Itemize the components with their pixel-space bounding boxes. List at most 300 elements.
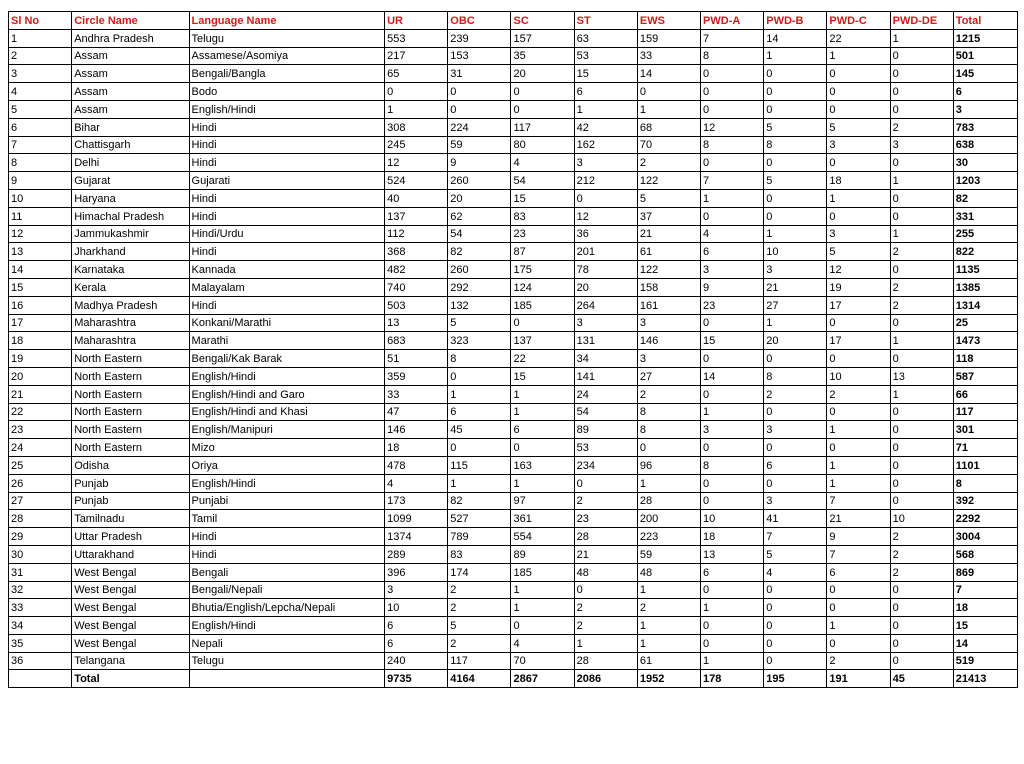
cell-pwd-b: 0 (764, 100, 827, 118)
cell-ur: 553 (385, 29, 448, 47)
cell-pwd-de: 0 (890, 189, 953, 207)
cell-total: 783 (953, 118, 1017, 136)
cell-pwd-de: 0 (890, 154, 953, 172)
cell-pwd-c: 0 (827, 207, 890, 225)
cell-ews: 5 (637, 189, 700, 207)
cell-pwd-b: 0 (764, 350, 827, 368)
cell-pwd-b: 0 (764, 83, 827, 101)
cell-language-name: Gujarati (189, 172, 385, 190)
cell-pwd-b: 0 (764, 652, 827, 670)
table-row (9, 528, 1018, 546)
cell-language-name: Assamese/Asomiya (189, 47, 385, 65)
cell-total: 1101 (953, 456, 1017, 474)
cell-sl-no: 24 (9, 439, 72, 457)
cell-obc: 260 (448, 261, 511, 279)
cell-sl-no: 29 (9, 528, 72, 546)
table-row (9, 154, 1018, 172)
cell-pwd-a: 0 (701, 385, 764, 403)
cell-st: 54 (574, 403, 637, 421)
cell-st: 89 (574, 421, 637, 439)
cell-obc: 82 (448, 243, 511, 261)
cell-circle-name: Kerala (72, 278, 189, 296)
cell-obc: 31 (448, 65, 511, 83)
cell-pwd-c: 1 (827, 47, 890, 65)
cell-sl-no: 20 (9, 367, 72, 385)
table-row (9, 421, 1018, 439)
cell-obc: 8 (448, 350, 511, 368)
cell-language-name: Kannada (189, 261, 385, 279)
cell-obc: 9 (448, 154, 511, 172)
cell-pwd-c: 22 (827, 29, 890, 47)
cell-total: 519 (953, 652, 1017, 670)
cell-sl-no: 10 (9, 189, 72, 207)
cell-pwd-c: 0 (827, 599, 890, 617)
cell-pwd-b: 0 (764, 617, 827, 635)
table-row (9, 261, 1018, 279)
cell-circle-name: Maharashtra (72, 332, 189, 350)
cell-pwd-a: 14 (701, 367, 764, 385)
cell-ews: 1 (637, 617, 700, 635)
cell-total: 1314 (953, 296, 1017, 314)
total-cell-st: 2086 (574, 670, 637, 688)
cell-ur: 1374 (385, 528, 448, 546)
cell-obc: 0 (448, 100, 511, 118)
cell-pwd-c: 0 (827, 65, 890, 83)
cell-ews: 3 (637, 314, 700, 332)
cell-language-name: Bengali/Bangla (189, 65, 385, 83)
cell-total: 1385 (953, 278, 1017, 296)
cell-pwd-de: 2 (890, 243, 953, 261)
cell-pwd-a: 0 (701, 350, 764, 368)
cell-ews: 70 (637, 136, 700, 154)
cell-sl-no: 25 (9, 456, 72, 474)
cell-pwd-b: 1 (764, 314, 827, 332)
cell-sc: 89 (511, 545, 574, 563)
cell-pwd-de: 0 (890, 492, 953, 510)
cell-circle-name: Gujarat (72, 172, 189, 190)
cell-sl-no: 13 (9, 243, 72, 261)
cell-pwd-de: 1 (890, 385, 953, 403)
cell-st: 264 (574, 296, 637, 314)
cell-circle-name: West Bengal (72, 634, 189, 652)
cell-pwd-b: 41 (764, 510, 827, 528)
cell-ur: 217 (385, 47, 448, 65)
cell-sc: 6 (511, 421, 574, 439)
cell-ews: 14 (637, 65, 700, 83)
cell-total: 6 (953, 83, 1017, 101)
cell-sc: 1 (511, 403, 574, 421)
cell-circle-name: Himachal Pradesh (72, 207, 189, 225)
cell-st: 48 (574, 563, 637, 581)
cell-pwd-c: 0 (827, 100, 890, 118)
cell-pwd-b: 0 (764, 599, 827, 617)
cell-obc: 260 (448, 172, 511, 190)
vacancy-table (8, 11, 1018, 688)
cell-sc: 97 (511, 492, 574, 510)
cell-pwd-b: 27 (764, 296, 827, 314)
cell-pwd-a: 15 (701, 332, 764, 350)
total-cell-sl-no (9, 670, 72, 688)
cell-st: 1 (574, 634, 637, 652)
cell-ews: 28 (637, 492, 700, 510)
cell-sl-no: 6 (9, 118, 72, 136)
cell-pwd-b: 3 (764, 492, 827, 510)
column-header-total: Total (953, 12, 1017, 30)
cell-st: 15 (574, 65, 637, 83)
cell-pwd-c: 17 (827, 296, 890, 314)
cell-sl-no: 35 (9, 634, 72, 652)
cell-ur: 146 (385, 421, 448, 439)
cell-sc: 1 (511, 385, 574, 403)
cell-obc: 239 (448, 29, 511, 47)
cell-language-name: Hindi (189, 207, 385, 225)
cell-circle-name: North Eastern (72, 421, 189, 439)
cell-circle-name: West Bengal (72, 563, 189, 581)
cell-circle-name: North Eastern (72, 385, 189, 403)
cell-pwd-de: 13 (890, 367, 953, 385)
cell-pwd-de: 0 (890, 261, 953, 279)
cell-pwd-b: 0 (764, 189, 827, 207)
cell-sc: 54 (511, 172, 574, 190)
cell-language-name: Telugu (189, 652, 385, 670)
table-row (9, 278, 1018, 296)
cell-pwd-a: 1 (701, 189, 764, 207)
cell-pwd-c: 0 (827, 350, 890, 368)
cell-st: 28 (574, 528, 637, 546)
table-row (9, 474, 1018, 492)
cell-total: 822 (953, 243, 1017, 261)
cell-ews: 8 (637, 421, 700, 439)
cell-ur: 289 (385, 545, 448, 563)
column-header-ews: EWS (637, 12, 700, 30)
cell-ur: 137 (385, 207, 448, 225)
cell-sc: 22 (511, 350, 574, 368)
cell-sc: 124 (511, 278, 574, 296)
cell-st: 0 (574, 189, 637, 207)
cell-language-name: Nepali (189, 634, 385, 652)
cell-ur: 12 (385, 154, 448, 172)
cell-pwd-b: 1 (764, 47, 827, 65)
cell-ur: 18 (385, 439, 448, 457)
cell-st: 28 (574, 652, 637, 670)
cell-sl-no: 18 (9, 332, 72, 350)
column-header-pwd-de: PWD-DE (890, 12, 953, 30)
cell-st: 78 (574, 261, 637, 279)
cell-sc: 137 (511, 332, 574, 350)
cell-total: 25 (953, 314, 1017, 332)
table-row (9, 581, 1018, 599)
cell-pwd-c: 2 (827, 652, 890, 670)
cell-total: 331 (953, 207, 1017, 225)
cell-sc: 83 (511, 207, 574, 225)
cell-ur: 40 (385, 189, 448, 207)
cell-ews: 27 (637, 367, 700, 385)
cell-pwd-a: 3 (701, 261, 764, 279)
table-row (9, 47, 1018, 65)
cell-obc: 789 (448, 528, 511, 546)
cell-st: 23 (574, 510, 637, 528)
cell-sc: 117 (511, 118, 574, 136)
cell-ews: 0 (637, 83, 700, 101)
total-cell-pwd-b: 195 (764, 670, 827, 688)
cell-total: 392 (953, 492, 1017, 510)
cell-pwd-de: 0 (890, 100, 953, 118)
cell-circle-name: Punjab (72, 492, 189, 510)
cell-pwd-a: 7 (701, 29, 764, 47)
cell-circle-name: Tamilnadu (72, 510, 189, 528)
cell-obc: 132 (448, 296, 511, 314)
cell-circle-name: Maharashtra (72, 314, 189, 332)
cell-pwd-a: 0 (701, 65, 764, 83)
table-row (9, 652, 1018, 670)
cell-circle-name: North Eastern (72, 367, 189, 385)
cell-ur: 683 (385, 332, 448, 350)
column-header-pwd-a: PWD-A (701, 12, 764, 30)
total-cell-sc: 2867 (511, 670, 574, 688)
cell-circle-name: Madhya Pradesh (72, 296, 189, 314)
table-row (9, 29, 1018, 47)
cell-sc: 0 (511, 314, 574, 332)
cell-pwd-a: 0 (701, 617, 764, 635)
cell-obc: 0 (448, 439, 511, 457)
cell-pwd-a: 0 (701, 492, 764, 510)
cell-language-name: Bengali/Kak Barak (189, 350, 385, 368)
cell-ur: 6 (385, 634, 448, 652)
cell-circle-name: Assam (72, 65, 189, 83)
cell-obc: 45 (448, 421, 511, 439)
cell-pwd-de: 1 (890, 332, 953, 350)
cell-pwd-c: 21 (827, 510, 890, 528)
cell-pwd-b: 0 (764, 439, 827, 457)
cell-sc: 1 (511, 474, 574, 492)
total-cell-ews: 1952 (637, 670, 700, 688)
cell-st: 24 (574, 385, 637, 403)
cell-total: 3 (953, 100, 1017, 118)
cell-obc: 6 (448, 403, 511, 421)
cell-ews: 1 (637, 474, 700, 492)
cell-ur: 359 (385, 367, 448, 385)
cell-pwd-a: 0 (701, 207, 764, 225)
cell-pwd-de: 0 (890, 456, 953, 474)
cell-circle-name: Uttar Pradesh (72, 528, 189, 546)
cell-ur: 740 (385, 278, 448, 296)
cell-st: 3 (574, 154, 637, 172)
cell-sl-no: 27 (9, 492, 72, 510)
cell-pwd-c: 17 (827, 332, 890, 350)
table-row (9, 83, 1018, 101)
cell-obc: 115 (448, 456, 511, 474)
cell-obc: 323 (448, 332, 511, 350)
table-body (9, 29, 1018, 687)
cell-pwd-a: 6 (701, 563, 764, 581)
cell-pwd-c: 19 (827, 278, 890, 296)
cell-obc: 83 (448, 545, 511, 563)
cell-ur: 112 (385, 225, 448, 243)
cell-pwd-c: 7 (827, 545, 890, 563)
cell-ews: 122 (637, 261, 700, 279)
cell-ews: 122 (637, 172, 700, 190)
cell-ur: 173 (385, 492, 448, 510)
cell-st: 141 (574, 367, 637, 385)
cell-pwd-de: 0 (890, 634, 953, 652)
cell-circle-name: Odisha (72, 456, 189, 474)
cell-pwd-de: 0 (890, 403, 953, 421)
cell-pwd-de: 1 (890, 225, 953, 243)
cell-st: 1 (574, 100, 637, 118)
cell-language-name: Hindi (189, 545, 385, 563)
cell-st: 63 (574, 29, 637, 47)
cell-obc: 62 (448, 207, 511, 225)
cell-circle-name: Karnataka (72, 261, 189, 279)
column-header-ur: UR (385, 12, 448, 30)
cell-circle-name: North Eastern (72, 350, 189, 368)
cell-ews: 146 (637, 332, 700, 350)
cell-pwd-b: 20 (764, 332, 827, 350)
cell-circle-name: Assam (72, 83, 189, 101)
cell-sc: 35 (511, 47, 574, 65)
cell-ews: 1 (637, 100, 700, 118)
vacancy-table-container (8, 11, 1018, 688)
cell-circle-name: North Eastern (72, 439, 189, 457)
cell-sl-no: 1 (9, 29, 72, 47)
cell-pwd-c: 18 (827, 172, 890, 190)
cell-ur: 3 (385, 581, 448, 599)
cell-obc: 2 (448, 599, 511, 617)
cell-ur: 6 (385, 617, 448, 635)
cell-st: 212 (574, 172, 637, 190)
cell-sc: 80 (511, 136, 574, 154)
cell-pwd-b: 0 (764, 581, 827, 599)
cell-ews: 33 (637, 47, 700, 65)
cell-language-name: Hindi/Urdu (189, 225, 385, 243)
cell-sl-no: 26 (9, 474, 72, 492)
cell-sc: 554 (511, 528, 574, 546)
cell-sl-no: 31 (9, 563, 72, 581)
cell-pwd-b: 5 (764, 118, 827, 136)
table-row (9, 563, 1018, 581)
cell-sl-no: 23 (9, 421, 72, 439)
cell-total: 638 (953, 136, 1017, 154)
cell-sl-no: 28 (9, 510, 72, 528)
cell-circle-name: West Bengal (72, 599, 189, 617)
table-row (9, 296, 1018, 314)
cell-sl-no: 34 (9, 617, 72, 635)
cell-sc: 163 (511, 456, 574, 474)
cell-ur: 524 (385, 172, 448, 190)
table-row (9, 65, 1018, 83)
cell-pwd-de: 0 (890, 474, 953, 492)
cell-ews: 0 (637, 439, 700, 457)
cell-sc: 0 (511, 83, 574, 101)
cell-pwd-c: 2 (827, 385, 890, 403)
cell-ews: 161 (637, 296, 700, 314)
cell-sc: 4 (511, 154, 574, 172)
cell-ews: 61 (637, 652, 700, 670)
cell-pwd-b: 0 (764, 207, 827, 225)
cell-sl-no: 17 (9, 314, 72, 332)
cell-sl-no: 30 (9, 545, 72, 563)
cell-st: 131 (574, 332, 637, 350)
table-row (9, 403, 1018, 421)
cell-ur: 10 (385, 599, 448, 617)
cell-language-name: Oriya (189, 456, 385, 474)
table-row (9, 617, 1018, 635)
table-row (9, 100, 1018, 118)
cell-sl-no: 21 (9, 385, 72, 403)
cell-ur: 47 (385, 403, 448, 421)
cell-pwd-c: 10 (827, 367, 890, 385)
cell-ews: 200 (637, 510, 700, 528)
cell-sl-no: 4 (9, 83, 72, 101)
cell-sc: 175 (511, 261, 574, 279)
cell-language-name: Punjabi (189, 492, 385, 510)
table-row (9, 207, 1018, 225)
table-row (9, 118, 1018, 136)
cell-total: 1473 (953, 332, 1017, 350)
cell-total: 117 (953, 403, 1017, 421)
cell-total: 869 (953, 563, 1017, 581)
table-row (9, 510, 1018, 528)
cell-pwd-de: 0 (890, 652, 953, 670)
cell-pwd-b: 3 (764, 421, 827, 439)
cell-language-name: Hindi (189, 243, 385, 261)
cell-st: 21 (574, 545, 637, 563)
total-cell-total: 21413 (953, 670, 1017, 688)
cell-st: 201 (574, 243, 637, 261)
cell-total: 255 (953, 225, 1017, 243)
cell-pwd-de: 2 (890, 545, 953, 563)
cell-pwd-c: 6 (827, 563, 890, 581)
cell-pwd-a: 7 (701, 172, 764, 190)
cell-pwd-c: 1 (827, 421, 890, 439)
cell-pwd-de: 0 (890, 83, 953, 101)
cell-pwd-de: 0 (890, 314, 953, 332)
cell-pwd-b: 0 (764, 474, 827, 492)
cell-sc: 0 (511, 439, 574, 457)
cell-ews: 2 (637, 154, 700, 172)
cell-total: 501 (953, 47, 1017, 65)
cell-language-name: Hindi (189, 118, 385, 136)
cell-st: 6 (574, 83, 637, 101)
total-cell-pwd-a: 178 (701, 670, 764, 688)
column-header-obc: OBC (448, 12, 511, 30)
cell-language-name: Bodo (189, 83, 385, 101)
cell-sc: 4 (511, 634, 574, 652)
cell-pwd-b: 21 (764, 278, 827, 296)
cell-pwd-de: 0 (890, 617, 953, 635)
cell-total: 1215 (953, 29, 1017, 47)
cell-pwd-de: 0 (890, 47, 953, 65)
cell-sl-no: 36 (9, 652, 72, 670)
cell-ews: 37 (637, 207, 700, 225)
cell-total: 1135 (953, 261, 1017, 279)
total-cell-obc: 4164 (448, 670, 511, 688)
cell-obc: 174 (448, 563, 511, 581)
cell-sc: 15 (511, 189, 574, 207)
cell-pwd-c: 9 (827, 528, 890, 546)
column-header-pwd-b: PWD-B (764, 12, 827, 30)
cell-pwd-b: 6 (764, 456, 827, 474)
cell-circle-name: Telangana (72, 652, 189, 670)
cell-st: 3 (574, 314, 637, 332)
cell-pwd-c: 0 (827, 154, 890, 172)
cell-sl-no: 3 (9, 65, 72, 83)
cell-pwd-a: 18 (701, 528, 764, 546)
total-cell-pwd-c: 191 (827, 670, 890, 688)
cell-pwd-a: 3 (701, 421, 764, 439)
total-cell-pwd-de: 45 (890, 670, 953, 688)
cell-ews: 1 (637, 581, 700, 599)
